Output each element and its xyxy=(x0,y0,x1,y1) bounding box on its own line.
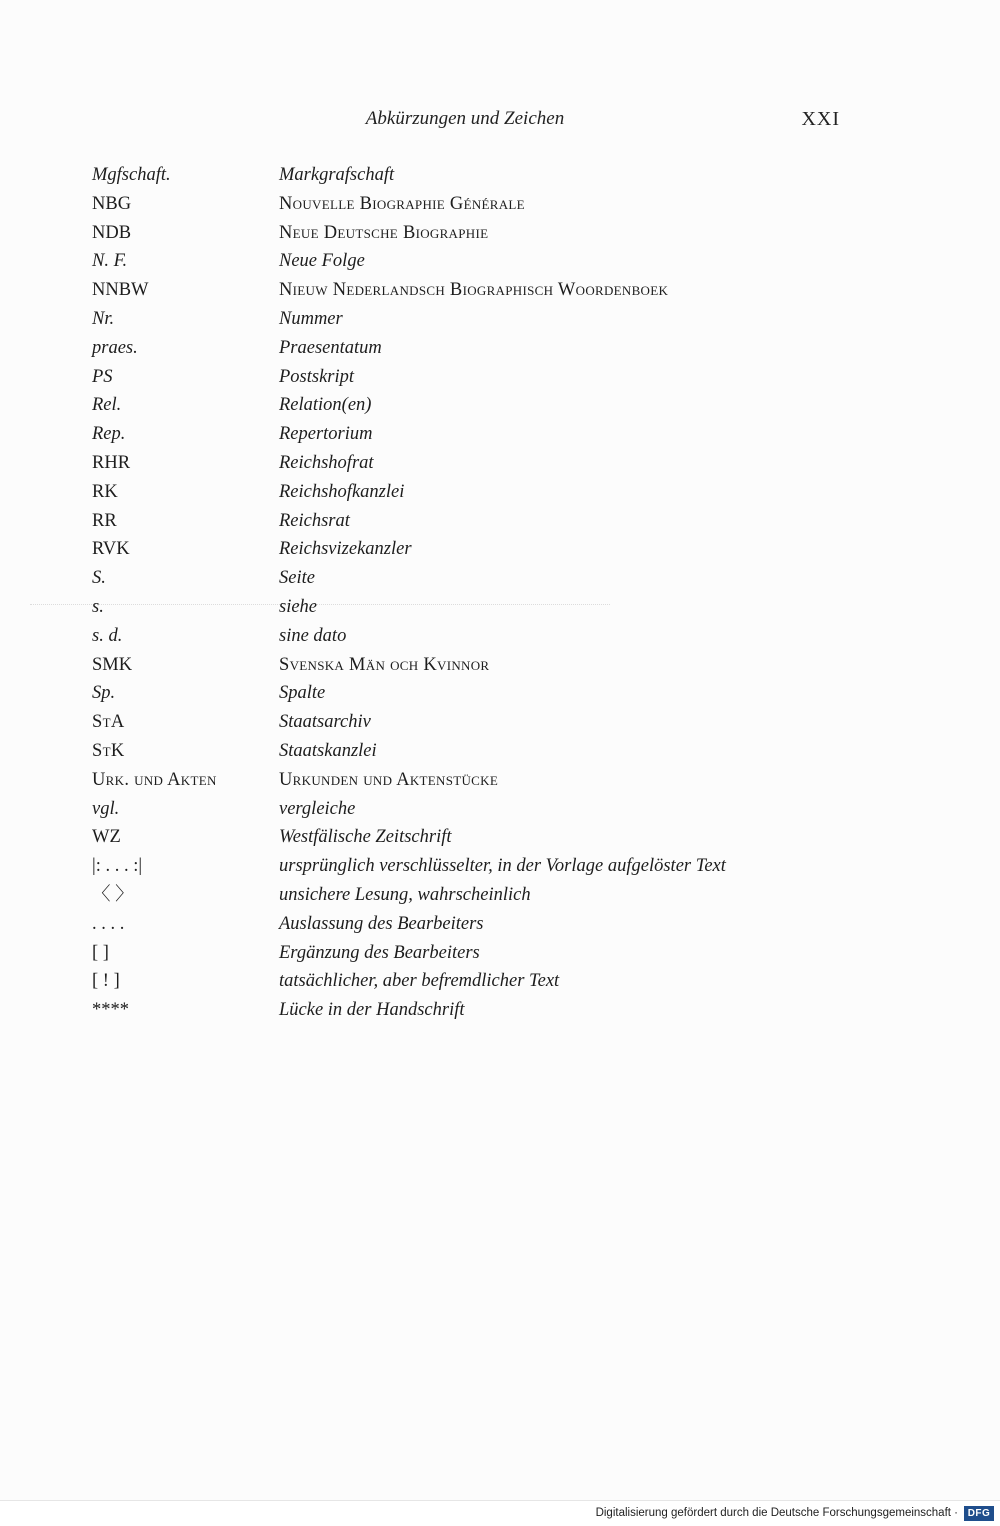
list-item xyxy=(0,996,1000,1025)
expansion: Neue Deutsche Biographie xyxy=(279,222,489,243)
abbreviation: vgl. xyxy=(92,798,120,819)
abbreviation: PS xyxy=(92,366,113,387)
expansion: Svenska Män och Kvinnor xyxy=(279,654,490,675)
list-item xyxy=(0,679,1000,708)
list-item xyxy=(0,967,1000,996)
list-item xyxy=(0,622,1000,651)
abbreviation: Rep. xyxy=(92,424,126,445)
list-item xyxy=(0,881,1000,910)
expansion: Relation(en) xyxy=(279,395,372,416)
abbreviation: NNBW xyxy=(92,280,149,301)
list-item xyxy=(0,391,1000,420)
list-item xyxy=(0,219,1000,248)
expansion: Neue Folge xyxy=(279,251,365,272)
expansion: Spalte xyxy=(279,683,326,704)
list-item xyxy=(0,795,1000,824)
expansion: Postskript xyxy=(279,366,355,387)
list-item xyxy=(0,823,1000,852)
abbreviation: 〈 〉 xyxy=(92,884,134,905)
abbreviation: Urk. und Akten xyxy=(92,769,217,790)
list-item xyxy=(0,564,1000,593)
funding-notice: Digitalisierung gefördert durch die Deutsche Forschungsgemeinschaft · xyxy=(595,1507,958,1519)
abbreviation: . . . . xyxy=(92,913,125,934)
expansion: sine dato xyxy=(279,625,347,646)
expansion: siehe xyxy=(279,596,318,617)
abbreviation: RHR xyxy=(92,452,131,473)
abbreviation: RR xyxy=(92,510,117,531)
list-item xyxy=(0,449,1000,478)
running-head xyxy=(0,104,1000,134)
abbreviation: s. d. xyxy=(92,625,123,646)
list-item xyxy=(0,276,1000,305)
abbreviation: NBG xyxy=(92,193,132,214)
expansion: ursprünglich verschlüsselter, in der Vorlage aufgelöster Text xyxy=(279,856,726,877)
abbreviation: SMK xyxy=(92,654,133,675)
expansion: Seite xyxy=(279,568,315,589)
expansion: Nouvelle Biographie Générale xyxy=(279,193,525,214)
abbreviation: **** xyxy=(92,1000,129,1021)
expansion: Nummer xyxy=(279,308,343,329)
list-item xyxy=(0,852,1000,881)
abbreviation: praes. xyxy=(92,337,138,358)
abbreviation: RK xyxy=(92,481,118,502)
abbreviation-list xyxy=(0,161,1000,1025)
list-item xyxy=(0,161,1000,190)
expansion: Auslassung des Bearbeiters xyxy=(279,913,484,934)
list-item xyxy=(0,910,1000,939)
expansion: Repertorium xyxy=(279,424,373,445)
abbreviation: Rel. xyxy=(92,395,122,416)
list-item xyxy=(0,708,1000,737)
list-item xyxy=(0,593,1000,622)
expansion: Praesentatum xyxy=(279,337,382,358)
abbreviation: StK xyxy=(92,740,125,761)
list-item xyxy=(0,651,1000,680)
abbreviation: Sp. xyxy=(92,683,116,704)
expansion: Ergänzung des Bearbeiters xyxy=(279,942,480,963)
expansion: Reichsrat xyxy=(279,510,350,531)
list-item xyxy=(0,939,1000,968)
list-item xyxy=(0,420,1000,449)
expansion: Staatskanzlei xyxy=(279,740,377,761)
list-item xyxy=(0,507,1000,536)
abbreviation: [ ] xyxy=(92,942,109,963)
abbreviation: WZ xyxy=(92,827,121,848)
page-number: XXI xyxy=(801,108,840,130)
expansion: Lücke in der Handschrift xyxy=(279,1000,465,1021)
expansion: Urkunden und Aktenstücke xyxy=(279,769,499,790)
expansion: unsichere Lesung, wahrscheinlich xyxy=(279,884,531,905)
expansion: Reichshofkanzlei xyxy=(279,481,405,502)
expansion: Markgrafschaft xyxy=(279,165,395,185)
expansion: Staatsarchiv xyxy=(279,712,371,733)
list-item xyxy=(0,363,1000,392)
running-title: Abkürzungen und Zeichen xyxy=(365,108,565,129)
abbreviation: Nr. xyxy=(92,308,115,329)
expansion: Westfälische Zeitschrift xyxy=(279,827,452,848)
abbreviation: Mgfschaft. xyxy=(92,165,171,185)
list-item xyxy=(0,737,1000,766)
expansion: Reichsvizekanzler xyxy=(279,539,412,560)
list-item xyxy=(0,478,1000,507)
list-item xyxy=(0,190,1000,219)
list-item xyxy=(0,305,1000,334)
list-item xyxy=(0,766,1000,795)
expansion: Nieuw Nederlandsch Biographisch Woordenboek xyxy=(279,280,669,301)
expansion: vergleiche xyxy=(279,798,356,819)
dfg-logo: DFG xyxy=(964,1506,994,1521)
abbreviation: RVK xyxy=(92,539,130,560)
abbreviation: N. F. xyxy=(92,251,128,272)
footer-bar xyxy=(0,1500,1000,1526)
abbreviation: |: . . . :| xyxy=(92,856,143,877)
abbreviation: s. xyxy=(92,596,104,617)
list-item xyxy=(0,247,1000,276)
expansion: tatsächlicher, aber befremdlicher Text xyxy=(279,971,560,992)
list-item xyxy=(0,535,1000,564)
abbreviation: NDB xyxy=(92,222,132,243)
abbreviation: StA xyxy=(92,712,125,733)
list-item xyxy=(0,334,1000,363)
expansion: Reichshofrat xyxy=(279,452,374,473)
abbreviation: [ ! ] xyxy=(92,971,120,992)
abbreviation: S. xyxy=(92,568,106,589)
